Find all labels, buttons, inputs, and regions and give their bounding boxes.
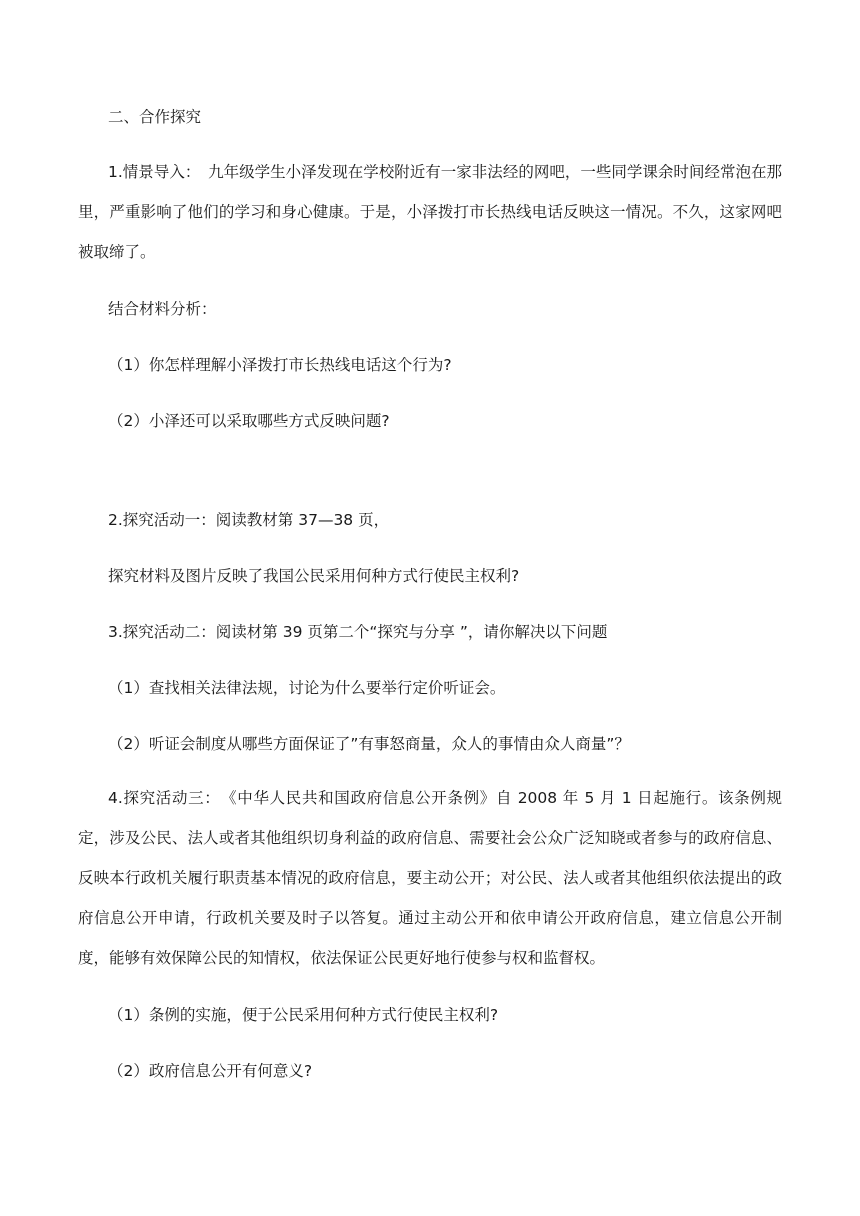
intro-paragraph: 1.情景导入： 九年级学生小泽发现在学校附近有一家非法经的网吧，一些同学课余时间经常泡在那里，严重影响了他们的学习和身心健康。于是，小泽拨打市长热线电话反映这一情况。不久，这家网吧被取缔了。 <box>78 163 782 261</box>
activity2-question-1: （1）查找相关法律法规，讨论为什么要举行定价听证会。 <box>108 679 506 697</box>
analysis-prompt: 结合材料分析： <box>108 300 217 318</box>
activity3-question-1: （1）条例的实施，便于公民采用何种方式行使民主权利? <box>108 1006 499 1024</box>
intro-question-1: （1）你怎样理解小泽拨打市长热线电话这个行为? <box>108 356 452 374</box>
activity3-question-2: （2）政府信息公开有何意义? <box>108 1062 313 1080</box>
intro-question-2: （2）小泽还可以采取哪些方式反映问题? <box>108 412 390 430</box>
activity1-heading: 2.探究活动一：阅读教材第 37—38 页， <box>108 511 390 529</box>
activity3-paragraph: 4.探究活动三： 《中华人民共和国政府信息公开条例》自 2008 年 5 月 1 日起施行。该条例规定，涉及公民、法人或者其他组织切身利益的政府信息、需要社会公众广泛知晓或者参与的政府信息、反映本行政机关履行职责基本情况的政府信息，要主动公开；对公民、法人或者其他组织依法提出的政府信息公开申请，行政机关要及时子以答复。通过主动公开和依申请公开政府信息，建立信息公开制度，能够有效保障公民的知情权，依法保证公民更好地行使参与权和监督权。 <box>78 789 782 967</box>
activity2-question-2: （2）听证会制度从哪些方面保证了”有事怒商量，众人的事情由众人商量”？ <box>108 735 630 753</box>
section-title: 二、合作探究 <box>108 108 202 126</box>
activity2-heading: 3.探究活动二：阅读材第 39 页第二个“探究与分享 ”，请你解决以下问题 <box>108 623 608 641</box>
activity1-question: 探究材料及图片反映了我国公民采用何种方式行使民主权利? <box>108 567 520 585</box>
